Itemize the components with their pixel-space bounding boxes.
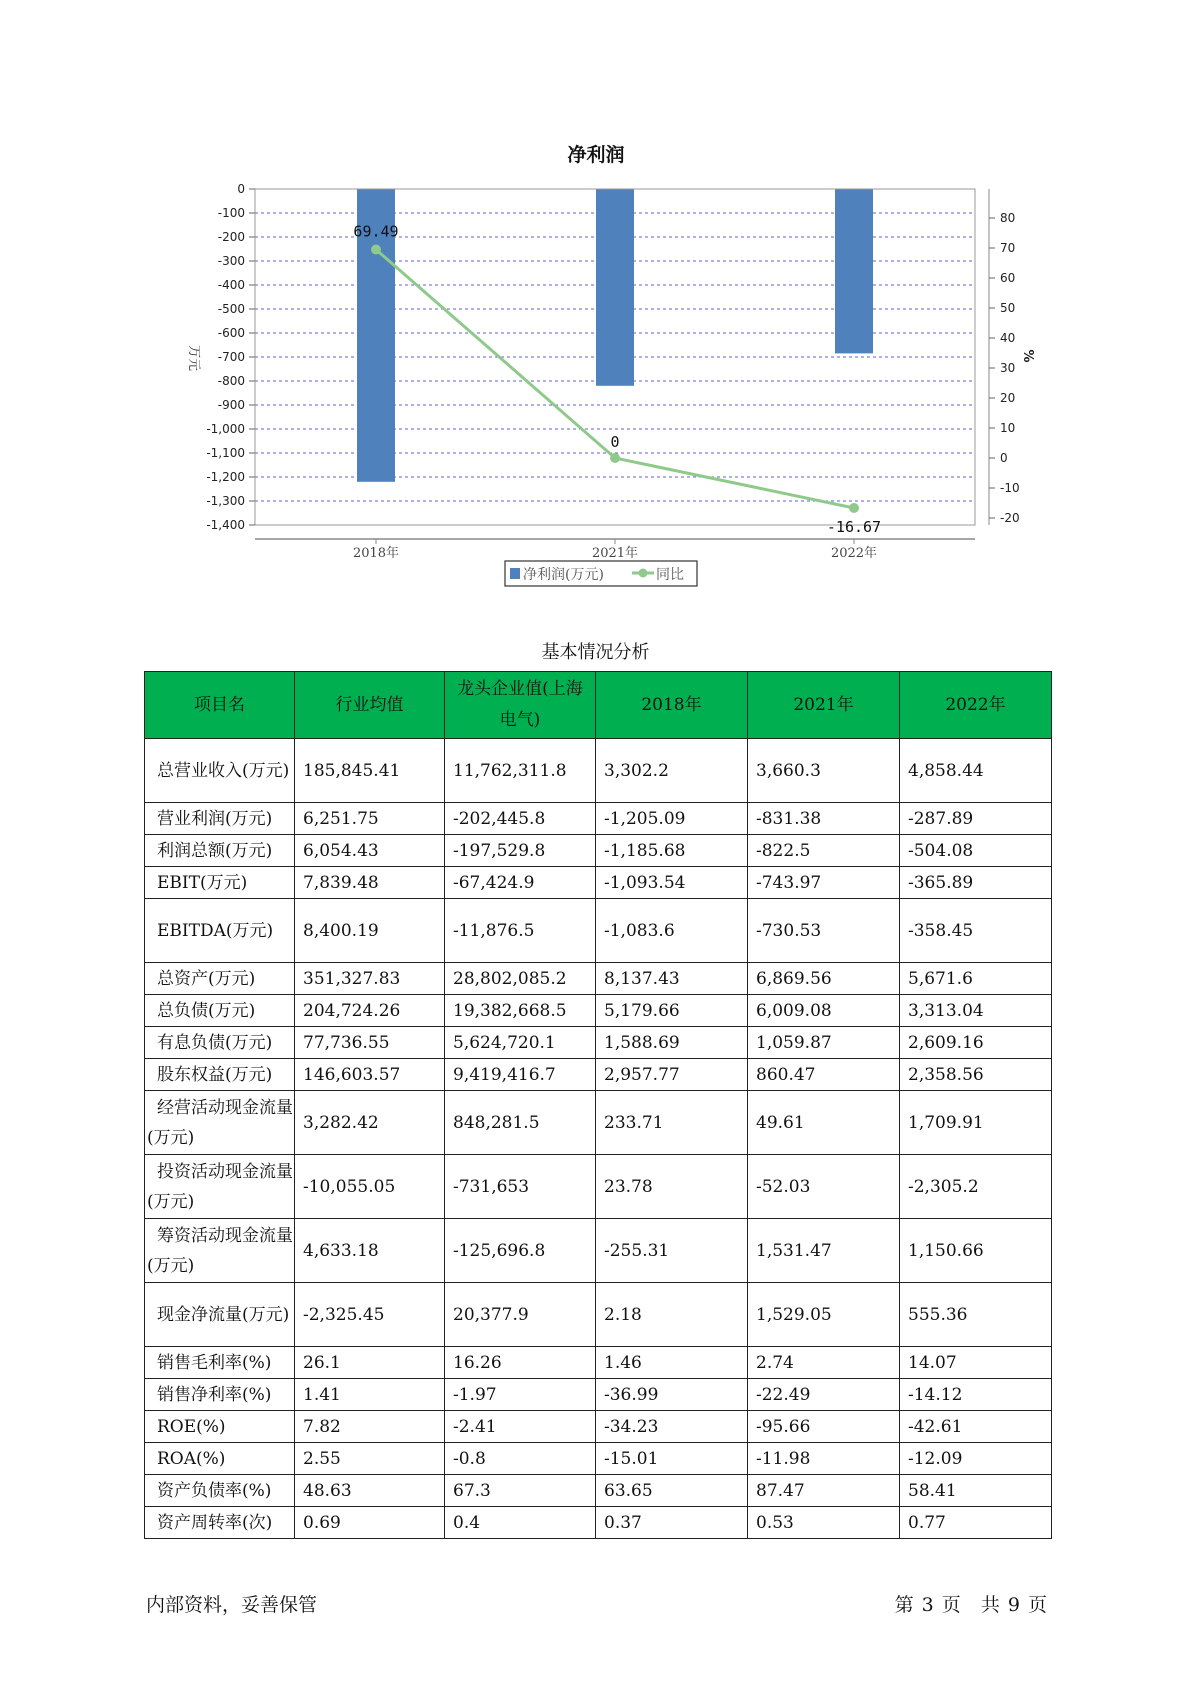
legend-line-label: 同比 (656, 567, 684, 583)
footer-confidential-note: 内部资料，妥善保管 (146, 1594, 318, 1616)
value-cell: -12.09 (900, 1443, 1052, 1475)
y-tick-label: -1,300 (206, 494, 245, 508)
value-cell: 2.55 (295, 1443, 445, 1475)
y-tick-label: 0 (237, 182, 245, 196)
legend-bar-label: 净利润(万元) (523, 567, 604, 583)
row-label-cell: 经营活动现金流量(万元) (145, 1091, 295, 1155)
row-label-cell: 资产周转率(次) (145, 1507, 295, 1539)
value-cell: 8,400.19 (295, 899, 445, 963)
value-cell: -15.01 (596, 1443, 748, 1475)
value-cell: 4,633.18 (295, 1219, 445, 1283)
y2-tick-label: 40 (1000, 331, 1016, 345)
y-tick-label: -1,100 (206, 446, 245, 460)
y-tick-label: -1,000 (206, 422, 245, 436)
value-cell: -1.97 (445, 1379, 596, 1411)
y2-axis-label: % (1020, 349, 1035, 363)
value-cell: 48.63 (295, 1475, 445, 1507)
value-cell: 14.07 (900, 1347, 1052, 1379)
footer-page-number (891, 1590, 1051, 1617)
table-row (145, 1347, 1052, 1379)
value-cell: 7.82 (295, 1411, 445, 1443)
value-cell: -0.8 (445, 1443, 596, 1475)
value-cell: 8,137.43 (596, 963, 748, 995)
value-cell: -197,529.8 (445, 835, 596, 867)
header-cell: 行业均值 (295, 672, 445, 739)
value-cell: -743.97 (748, 867, 900, 899)
value-cell: 1,529.05 (748, 1283, 900, 1347)
value-cell: 2.74 (748, 1347, 900, 1379)
value-cell: 20,377.9 (445, 1283, 596, 1347)
value-cell: -1,205.09 (596, 803, 748, 835)
y-tick-label: -800 (217, 374, 245, 388)
y2-tick-label: 10 (1000, 421, 1016, 435)
row-label-cell: ROE(%) (145, 1411, 295, 1443)
row-label-cell: 总营业收入(万元) (145, 739, 295, 803)
analysis-table (144, 671, 1052, 1539)
value-cell: 58.41 (900, 1475, 1052, 1507)
y2-tick-label: -20 (1000, 511, 1020, 525)
table-row (145, 963, 1052, 995)
value-cell: -255.31 (596, 1219, 748, 1283)
value-cell: 0.37 (596, 1507, 748, 1539)
value-cell: 0.53 (748, 1507, 900, 1539)
header-cell: 2018年 (596, 672, 748, 739)
header-cell: 2021年 (748, 672, 900, 739)
value-cell: -14.12 (900, 1379, 1052, 1411)
legend-line-marker (639, 569, 648, 578)
x-tick-label: 2018年 (352, 546, 400, 561)
value-cell: -95.66 (748, 1411, 900, 1443)
y-tick-label: -400 (217, 278, 245, 292)
value-cell: -11,876.5 (445, 899, 596, 963)
value-cell: -1,083.6 (596, 899, 748, 963)
header-cell: 项目名 (145, 672, 295, 739)
value-cell: 1,059.87 (748, 1027, 900, 1059)
y2-tick-label: 50 (1000, 301, 1016, 315)
table-row (145, 835, 1052, 867)
row-label-cell: 营业利润(万元) (145, 803, 295, 835)
value-cell: 49.61 (748, 1091, 900, 1155)
y-tick-label: -700 (217, 350, 245, 364)
value-cell: -11.98 (748, 1443, 900, 1475)
y-tick-label: -900 (217, 398, 245, 412)
row-label-cell: 筹资活动现金流量(万元) (145, 1219, 295, 1283)
value-cell: -730.53 (748, 899, 900, 963)
value-cell: 16.26 (445, 1347, 596, 1379)
page-num: 3 (921, 1594, 934, 1616)
table-row (145, 1091, 1052, 1155)
value-cell: 1,709.91 (900, 1091, 1052, 1155)
table-row (145, 1155, 1052, 1219)
row-label-cell: 利润总额(万元) (145, 835, 295, 867)
table-row (145, 1507, 1052, 1539)
table-row (145, 1059, 1052, 1091)
value-cell: -202,445.8 (445, 803, 596, 835)
value-cell: -1,093.54 (596, 867, 748, 899)
y2-tick-label: 20 (1000, 391, 1016, 405)
row-label-cell: 股东权益(万元) (145, 1059, 295, 1091)
value-cell: 3,313.04 (900, 995, 1052, 1027)
table-row (145, 1283, 1052, 1347)
value-cell: 23.78 (596, 1155, 748, 1219)
y-tick-label: -1,400 (206, 518, 245, 532)
table-header-row (145, 672, 1052, 739)
value-cell: 204,724.26 (295, 995, 445, 1027)
y-axis-label: 万元 (186, 344, 201, 372)
value-cell: -42.61 (900, 1411, 1052, 1443)
value-cell: 5,624,720.1 (445, 1027, 596, 1059)
yoy-data-label: 0 (610, 433, 620, 451)
table-row (145, 1411, 1052, 1443)
row-label-cell: 总负债(万元) (145, 995, 295, 1027)
yoy-point (371, 245, 381, 255)
value-cell: 26.1 (295, 1347, 445, 1379)
value-cell: 63.65 (596, 1475, 748, 1507)
value-cell: 67.3 (445, 1475, 596, 1507)
y-tick-label: -500 (217, 302, 245, 316)
value-cell: -358.45 (900, 899, 1052, 963)
value-cell: 6,054.43 (295, 835, 445, 867)
value-cell: 3,282.42 (295, 1091, 445, 1155)
total-unit: 页 (1027, 1594, 1047, 1616)
value-cell: 77,736.55 (295, 1027, 445, 1059)
value-cell: -831.38 (748, 803, 900, 835)
value-cell: 848,281.5 (445, 1091, 596, 1155)
table-row (145, 1379, 1052, 1411)
y2-tick-label: 0 (1000, 451, 1008, 465)
value-cell: 185,845.41 (295, 739, 445, 803)
value-cell: 11,762,311.8 (445, 739, 596, 803)
page-unit: 页 (941, 1594, 961, 1616)
value-cell: 3,302.2 (596, 739, 748, 803)
net-profit-chart (0, 0, 1191, 600)
table-row (145, 1443, 1052, 1475)
value-cell: 1.41 (295, 1379, 445, 1411)
value-cell: 860.47 (748, 1059, 900, 1091)
value-cell: 2,957.77 (596, 1059, 748, 1091)
y2-tick-label: 70 (1000, 241, 1016, 255)
x-tick-label: 2021年 (591, 546, 639, 561)
value-cell: -822.5 (748, 835, 900, 867)
value-cell: 1,531.47 (748, 1219, 900, 1283)
table-title: 基本情况分析 (541, 642, 650, 663)
y-tick-label: -600 (217, 326, 245, 340)
header-cell: 龙头企业值(上海电气) (445, 672, 596, 739)
row-label-cell: 销售净利率(%) (145, 1379, 295, 1411)
legend-bar-swatch (510, 568, 520, 579)
row-label-cell: 资产负债率(%) (145, 1475, 295, 1507)
table-row (145, 995, 1052, 1027)
total-num: 9 (1007, 1594, 1020, 1616)
row-label-cell: 销售毛利率(%) (145, 1347, 295, 1379)
value-cell: -2,325.45 (295, 1283, 445, 1347)
value-cell: -52.03 (748, 1155, 900, 1219)
value-cell: 351,327.83 (295, 963, 445, 995)
page-prefix: 第 (894, 1594, 914, 1616)
y-tick-label: -1,200 (206, 470, 245, 484)
value-cell: -67,424.9 (445, 867, 596, 899)
value-cell: 6,251.75 (295, 803, 445, 835)
chart-legend (505, 561, 697, 586)
value-cell: 4,858.44 (900, 739, 1052, 803)
value-cell: 0.69 (295, 1507, 445, 1539)
value-cell: 0.77 (900, 1507, 1052, 1539)
table-row (145, 803, 1052, 835)
value-cell: -10,055.05 (295, 1155, 445, 1219)
table-row (145, 739, 1052, 803)
row-label-cell: 投资活动现金流量(万元) (145, 1155, 295, 1219)
yoy-point (610, 453, 620, 463)
y2-tick-label: 30 (1000, 361, 1016, 375)
value-cell: 2.18 (596, 1283, 748, 1347)
net-profit-bar (596, 189, 634, 386)
y2-tick-label: 60 (1000, 271, 1016, 285)
value-cell: 1,150.66 (900, 1219, 1052, 1283)
value-cell: 5,179.66 (596, 995, 748, 1027)
value-cell: 7,839.48 (295, 867, 445, 899)
value-cell: -731,653 (445, 1155, 596, 1219)
value-cell: -2.41 (445, 1411, 596, 1443)
row-label-cell: EBITDA(万元) (145, 899, 295, 963)
y2-tick-label: -10 (1000, 481, 1020, 495)
value-cell: -22.49 (748, 1379, 900, 1411)
value-cell: -2,305.2 (900, 1155, 1052, 1219)
value-cell: 19,382,668.5 (445, 995, 596, 1027)
yoy-data-label: 69.49 (353, 222, 399, 241)
row-label-cell: ROA(%) (145, 1443, 295, 1475)
y-tick-label: -200 (217, 230, 245, 244)
row-label-cell: 现金净流量(万元) (145, 1283, 295, 1347)
value-cell: 3,660.3 (748, 739, 900, 803)
value-cell: 6,869.56 (748, 963, 900, 995)
table-row (145, 1219, 1052, 1283)
table-row (145, 1475, 1052, 1507)
value-cell: 146,603.57 (295, 1059, 445, 1091)
value-cell: 1.46 (596, 1347, 748, 1379)
yoy-point (849, 503, 859, 513)
table-row (145, 1027, 1052, 1059)
value-cell: 555.36 (900, 1283, 1052, 1347)
row-label-cell: EBIT(万元) (145, 867, 295, 899)
value-cell: 5,671.6 (900, 963, 1052, 995)
chart-title: 净利润 (567, 144, 625, 166)
header-cell: 2022年 (900, 672, 1052, 739)
y-tick-label: -300 (217, 254, 245, 268)
value-cell: 233.71 (596, 1091, 748, 1155)
value-cell: -1,185.68 (596, 835, 748, 867)
value-cell: 6,009.08 (748, 995, 900, 1027)
value-cell: -34.23 (596, 1411, 748, 1443)
yoy-data-label: -16.67 (826, 518, 882, 537)
value-cell: 87.47 (748, 1475, 900, 1507)
y2-tick-label: 80 (1000, 211, 1016, 225)
total-prefix: 共 (980, 1594, 1000, 1616)
value-cell: -504.08 (900, 835, 1052, 867)
value-cell: 2,609.16 (900, 1027, 1052, 1059)
value-cell: -287.89 (900, 803, 1052, 835)
table-row (145, 867, 1052, 899)
y-tick-label: -100 (217, 206, 245, 220)
value-cell: -125,696.8 (445, 1219, 596, 1283)
table-row (145, 899, 1052, 963)
value-cell: 9,419,416.7 (445, 1059, 596, 1091)
value-cell: -36.99 (596, 1379, 748, 1411)
net-profit-bar (835, 189, 873, 353)
row-label-cell: 总资产(万元) (145, 963, 295, 995)
value-cell: 28,802,085.2 (445, 963, 596, 995)
value-cell: 1,588.69 (596, 1027, 748, 1059)
row-label-cell: 有息负债(万元) (145, 1027, 295, 1059)
value-cell: 2,358.56 (900, 1059, 1052, 1091)
value-cell: 0.4 (445, 1507, 596, 1539)
x-tick-label: 2022年 (830, 546, 878, 561)
value-cell: -365.89 (900, 867, 1052, 899)
